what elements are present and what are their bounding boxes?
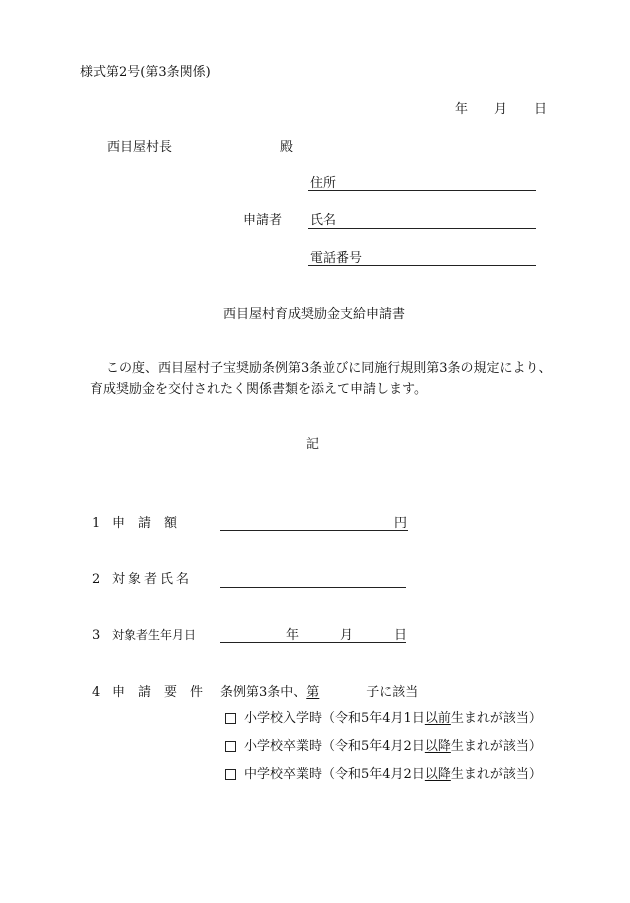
requirement-lead [220, 686, 418, 699]
option-1-text [244, 712, 542, 725]
phone-line[interactable] [308, 265, 536, 266]
address-label: 住所 [310, 176, 337, 191]
address-line[interactable] [308, 190, 536, 191]
applicant-label: 申請者 [243, 213, 283, 228]
date-day-label: 日 [534, 102, 548, 117]
requirement-lead-dai: 第 [306, 685, 320, 700]
birth-day-label: 日 [394, 628, 408, 643]
option-1-post: 生まれが該当） [450, 711, 542, 726]
item-1-label: 申 請 額 [112, 516, 178, 531]
option-3-post: 生まれが該当） [450, 767, 542, 782]
birthdate-line[interactable] [220, 642, 406, 643]
name-line[interactable] [308, 228, 536, 229]
amount-unit: 円 [394, 516, 408, 531]
phone-label: 電話番号 [310, 251, 363, 266]
body-line-1: この度、西目屋村子宝奨励条例第3条並びに同施行規則第3条の規定により、 [106, 361, 552, 376]
requirement-lead-pre: 条例第3条中、 [220, 685, 307, 700]
item-2-number: 2 [92, 572, 101, 587]
ki-heading: 記 [306, 437, 320, 452]
option-2-pre: 小学校卒業時（令和5年4月2日 [244, 739, 425, 754]
option-1-pre: 小学校入学時（令和5年4月1日 [244, 711, 425, 726]
item-3-number: 3 [92, 628, 101, 643]
option-2-text [244, 740, 542, 753]
birth-year-label: 年 [286, 628, 300, 643]
birth-month-label: 月 [340, 628, 354, 643]
date-year-label: 年 [455, 102, 469, 117]
amount-line[interactable] [220, 530, 408, 531]
option-3-text [244, 768, 542, 781]
child-order-field[interactable] [306, 686, 366, 699]
item-4-number: 4 [92, 685, 101, 700]
item-3-label: 対象者生年月日 [112, 628, 197, 642]
option-3-pre: 中学校卒業時（令和5年4月2日 [244, 767, 425, 782]
item-2-label: 対象者氏名 [112, 572, 193, 587]
recipient-name: 西目屋村長 [107, 140, 173, 155]
document-title: 西目屋村育成奨励金支給申請書 [223, 307, 406, 322]
date-month-label: 月 [494, 102, 508, 117]
body-line-2: 育成奨励金を交付されたく関係書類を添えて申請します。 [90, 382, 427, 397]
requirement-lead-post: 子に該当 [366, 685, 419, 700]
item-4-label: 申 請 要 件 [112, 685, 204, 700]
name-label: 氏名 [310, 213, 337, 228]
option-3-underlined: 以降 [424, 767, 451, 782]
target-name-line[interactable] [220, 587, 406, 588]
checkbox-option-1[interactable] [225, 713, 236, 724]
checkbox-option-2[interactable] [225, 741, 236, 752]
recipient-honorific: 殿 [280, 140, 294, 155]
option-1-underlined: 以前 [424, 711, 451, 726]
item-1-number: 1 [92, 516, 101, 531]
option-2-underlined: 以降 [424, 739, 451, 754]
option-2-post: 生まれが該当） [450, 739, 542, 754]
form-number: 様式第2号(第3条関係) [80, 65, 211, 80]
checkbox-option-3[interactable] [225, 769, 236, 780]
